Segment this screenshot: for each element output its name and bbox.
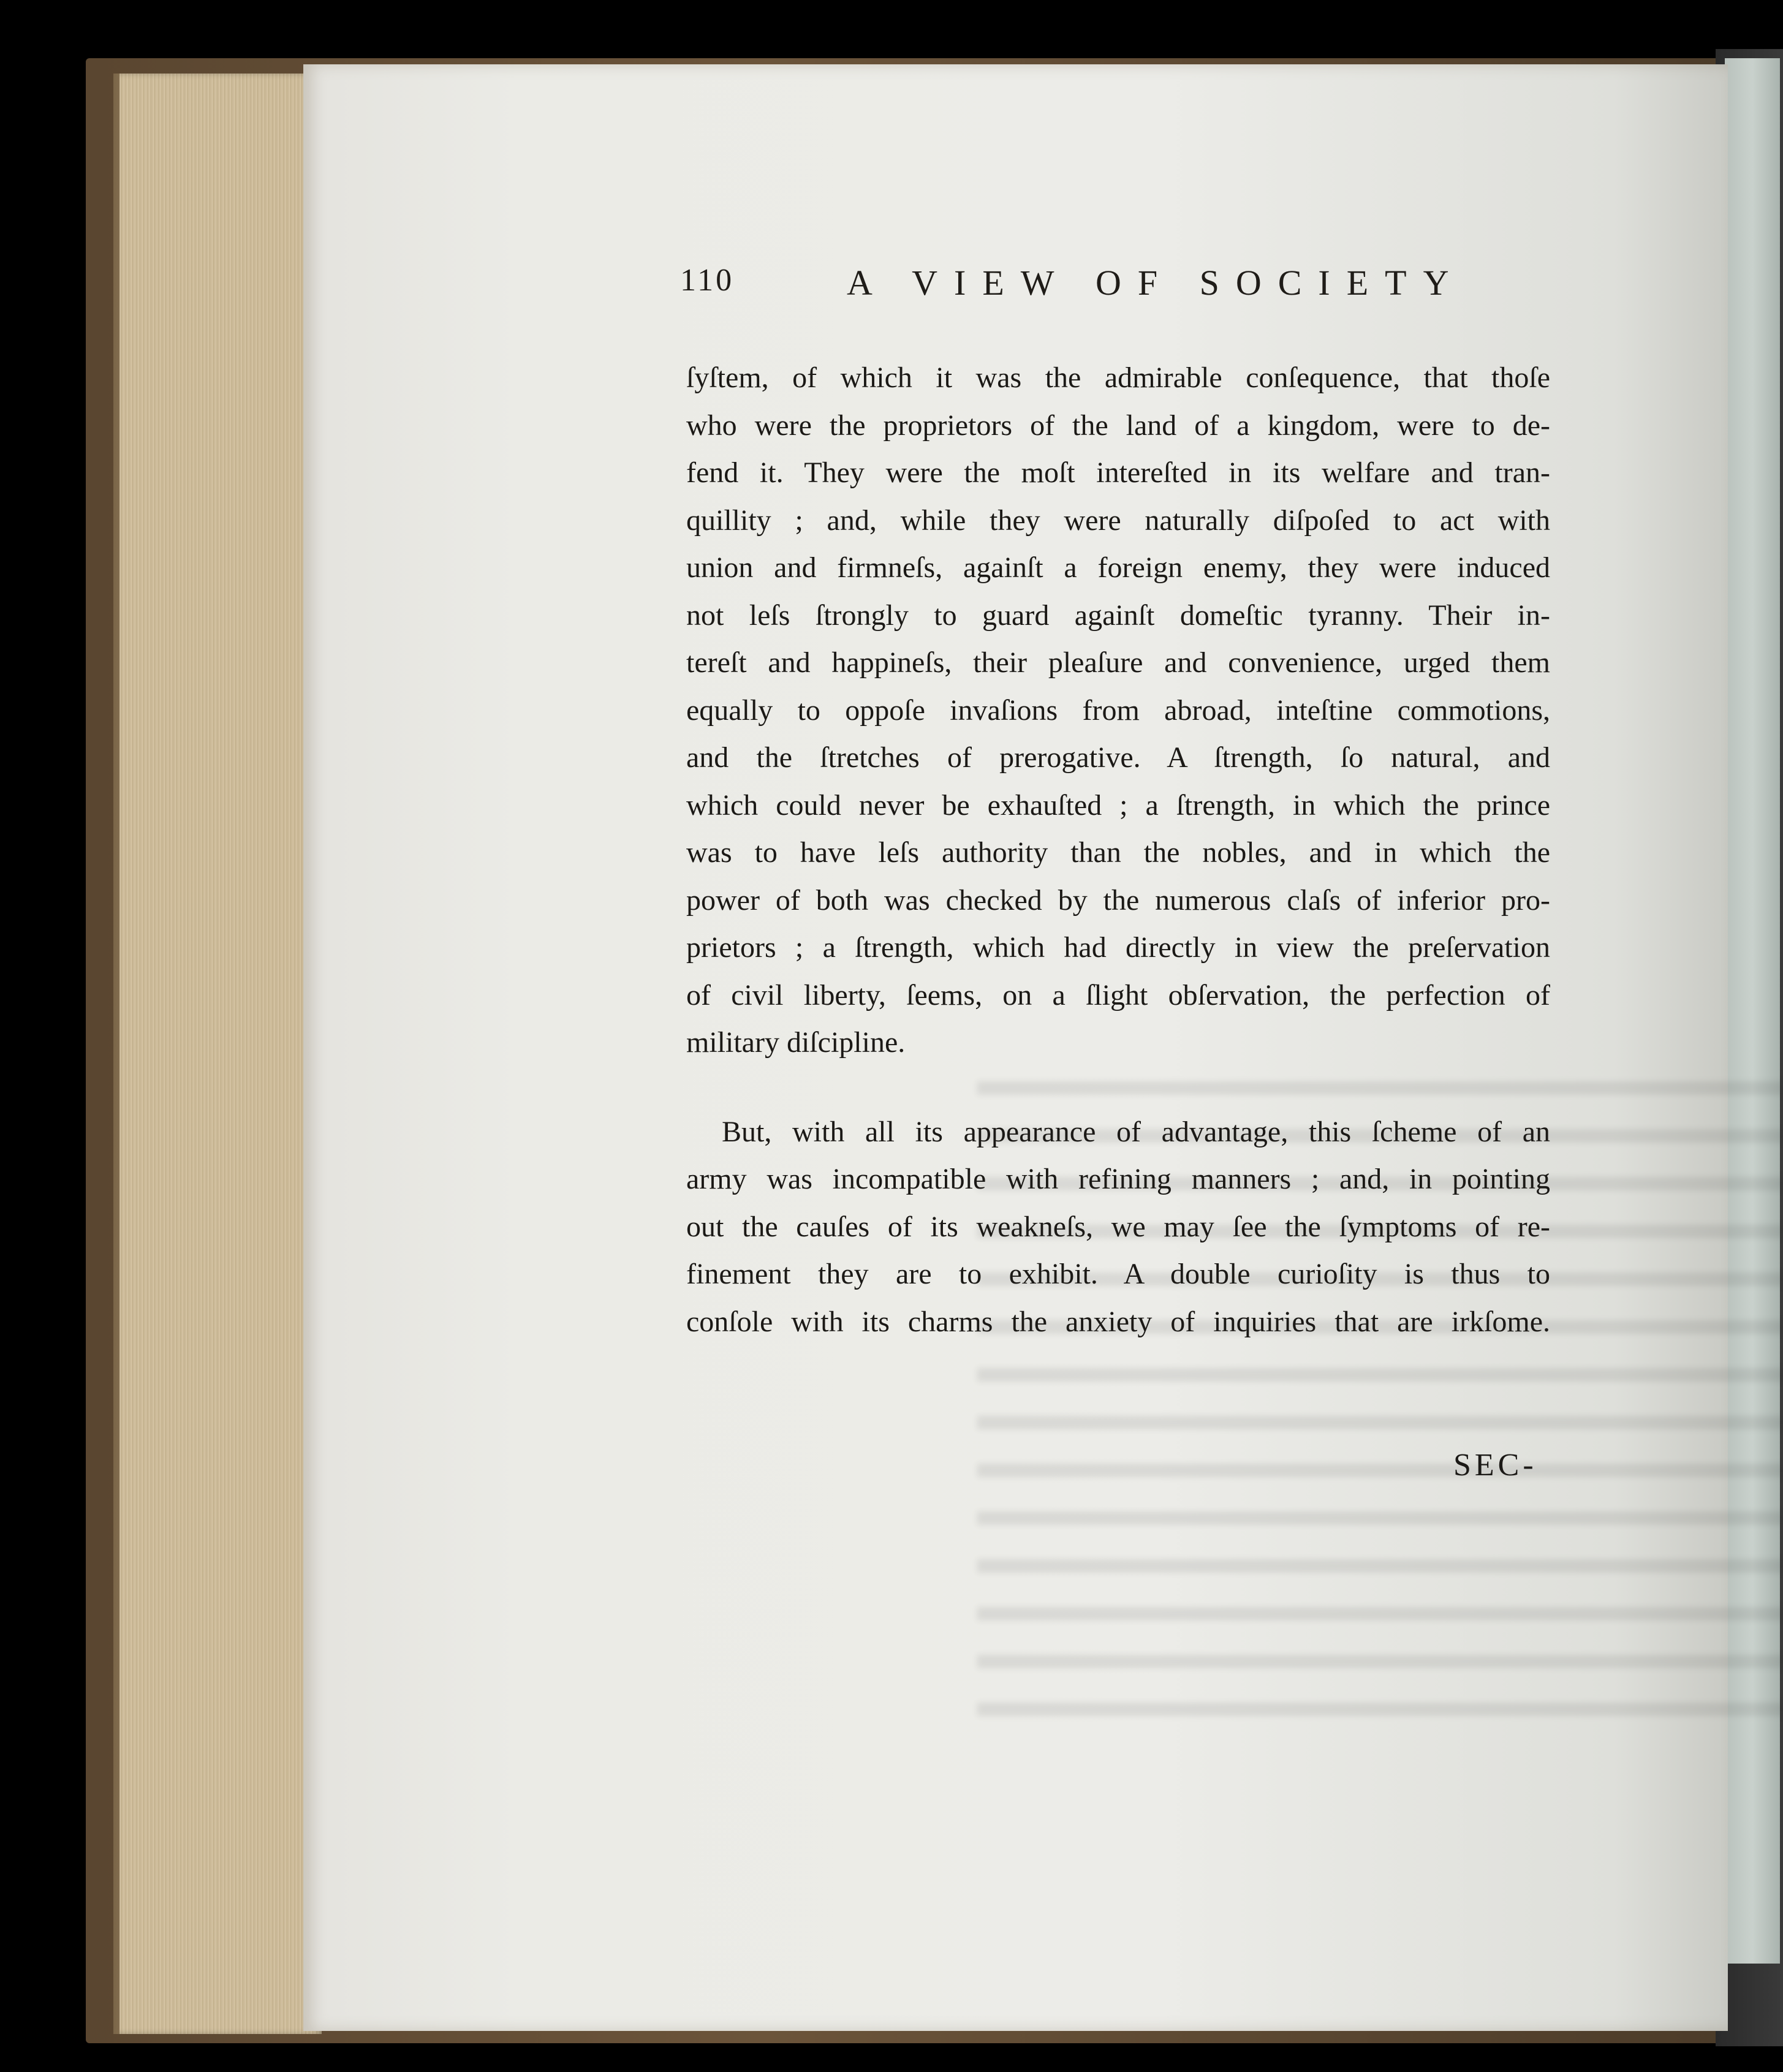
text-line: prietors ; a ſtrength, which had directly in view the preſervation — [686, 931, 1550, 964]
text-line: out the cauſes of its weakneſs, we may ſee the ſymptoms of re- — [686, 1210, 1550, 1243]
paragraph — [686, 1108, 1550, 1346]
text-line: who were the proprietors of the land of a kingdom, were to de- — [686, 409, 1550, 442]
text-line: not leſs ſtrongly to guard againſt domeſtic tyranny. Their in- — [686, 599, 1550, 632]
text-line: tereſt and happineſs, their pleaſure and convenience, urged them — [686, 646, 1550, 679]
text-line: equally to oppoſe invaſions from abroad, inteſtine commotions, — [686, 694, 1550, 727]
running-title: A VIEW OF SOCIETY — [847, 263, 1466, 303]
running-head — [680, 262, 1466, 311]
text-line: But, with all its appearance of advantage, this ſcheme of an — [722, 1115, 1550, 1148]
paragraph-gap — [686, 1067, 1550, 1108]
text-line: which could never be exhauſted ; a ſtrength, in which the prince — [686, 788, 1550, 822]
catchword: SEC- — [1453, 1448, 1537, 1483]
text-line: conſole with its charms the anxiety of inquiries that are irkſome. — [686, 1305, 1550, 1338]
text-line: fend it. They were the moſt intereſted in its welfare and tran- — [686, 456, 1550, 489]
text-line: quillity ; and, while they were naturally diſpoſed to act with — [686, 504, 1550, 537]
text-line: ſyſtem, of which it was the admirable conſequence, that thoſe — [686, 361, 1550, 394]
text-line: was to have leſs authority than the nobles, and in which the — [686, 836, 1550, 869]
page-edges — [119, 74, 322, 2034]
text-line: army was incompatible with refining manners ; and, in pointing — [686, 1163, 1550, 1195]
text-line: military diſcipline. — [686, 1026, 906, 1059]
text-line: finement they are to exhibit. A double curioſity is thus to — [686, 1258, 1550, 1290]
page-number: 110 — [680, 263, 735, 298]
text-line: power of both was checked by the numerous claſs of inferior pro- — [686, 883, 1550, 917]
paragraph — [686, 354, 1550, 1067]
text-line: union and firmneſs, againſt a foreign enemy, they were induced — [686, 551, 1550, 584]
body-text — [686, 354, 1550, 1345]
text-line: and the ſtretches of prerogative. A ſtrength, ſo natural, and — [686, 741, 1550, 774]
text-line: of civil liberty, ſeems, on a ſlight obſervation, the perfection of — [686, 978, 1550, 1011]
